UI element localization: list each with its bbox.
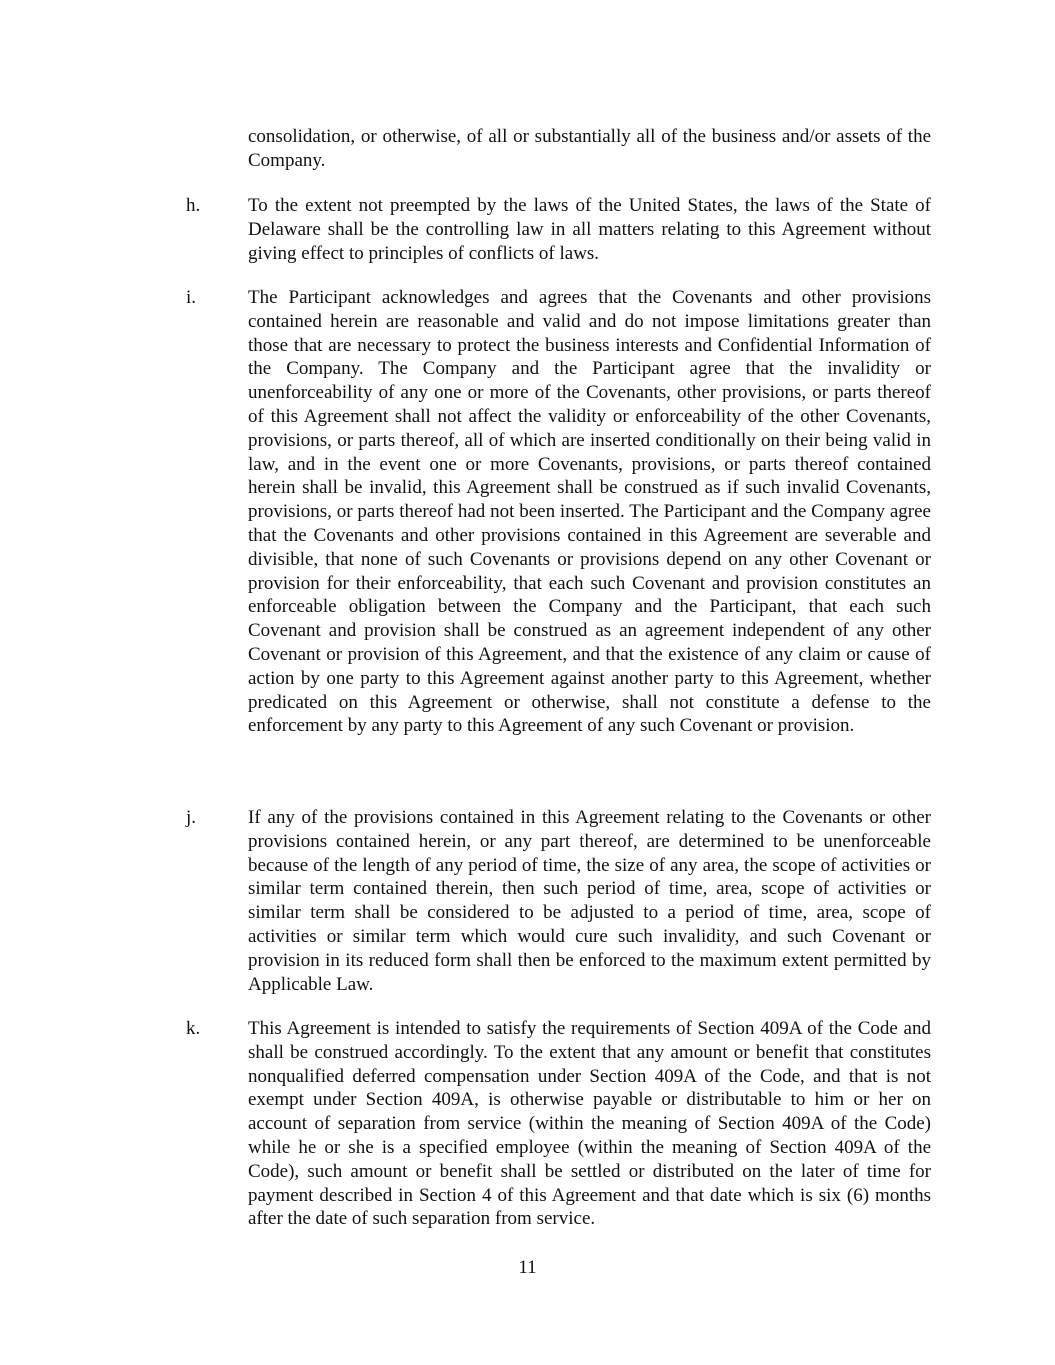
section-j-marker: j. <box>186 807 197 828</box>
section-h-paragraph: To the extent not preempted by the laws of the United States, the laws of the State of Delaware shall be the controlling law in all matters relating to this Agreement without giving effect to principles of conflicts of laws. <box>248 195 931 264</box>
section-k-paragraph: This Agreement is intended to satisfy the requirements of Section 409A of the Code and shall be construed accordingly. To the extent that any amount or benefit that constitutes nonqualified deferred compensation under Section 409A of the Code, and that is not exempt under Section 409A, is otherwise payable or distributable to him or her on account of separation from service (within the meaning of Section 409A of the Code) while he or she is a specified employee (within the meaning of Section 409A of the Code), such amount or benefit shall be settled or distributed on the later of time for payment described in Section 4 of this Agreement and that date which is six (6) months after the date of such separation from service. <box>248 1018 931 1230</box>
section-j-paragraph: If any of the provisions contained in this Agreement relating to the Covenants or other provisions contained herein, or any part thereof, are determined to be unenforceable because of the length of any period of time, the size of any area, the scope of activities or similar term contained therein, then such period of time, area, scope of activities or similar term shall be considered to be adjusted to a period of time, area, scope of activities or similar term which would cure such invalidity, and such Covenant or provision in its reduced form shall then be enforced to the maximum extent permitted by Applicable Law. <box>248 807 931 995</box>
section-i-marker: i. <box>186 287 197 308</box>
continuation-paragraph: consolidation, or otherwise, of all or substantially all of the business and/or assets of the Company. <box>248 126 931 171</box>
section-i-paragraph: The Participant acknowledges and agrees that the Covenants and other provisions contained herein are reasonable and valid and do not impose limitations greater than those that are necessary to protect the business interests and Confidential Information of the Company. The Company and the Participant agree that the invalidity or unenforceability of any one or more of the Covenants, other provisions, or parts thereof of this Agreement shall not affect the validity or enforceability of the other Covenants, provisions, or parts thereof, all of which are inserted conditionally on their being valid in law, and in the event one or more Covenants, provisions, or parts thereof contained herein shall be invalid, this Agreement shall be construed as if such invalid Covenants, provisions, or parts thereof had not been inserted. The Participant and the Company agree that the Covenants and other provisions contained in this Agreement are severable and divisible, that none of such Covenants or provisions depend on any other Covenant or provision for their enforceability, that each such Covenant and provision constitutes an enforceable obligation between the Company and the Participant, that each such Covenant and provision shall be construed as an agreement independent of any other Covenant or provision of this Agreement, and that the existence of any claim or cause of action by one party to this Agreement against another party to this Agreement, whether predicated on this Agreement or otherwise, shall not constitute a defense to the enforcement by any party to this Agreement of any such Covenant or provision. <box>248 287 931 737</box>
page-number: 11 <box>518 1257 537 1278</box>
section-k-marker: k. <box>186 1018 201 1039</box>
section-h-marker: h. <box>186 195 201 216</box>
